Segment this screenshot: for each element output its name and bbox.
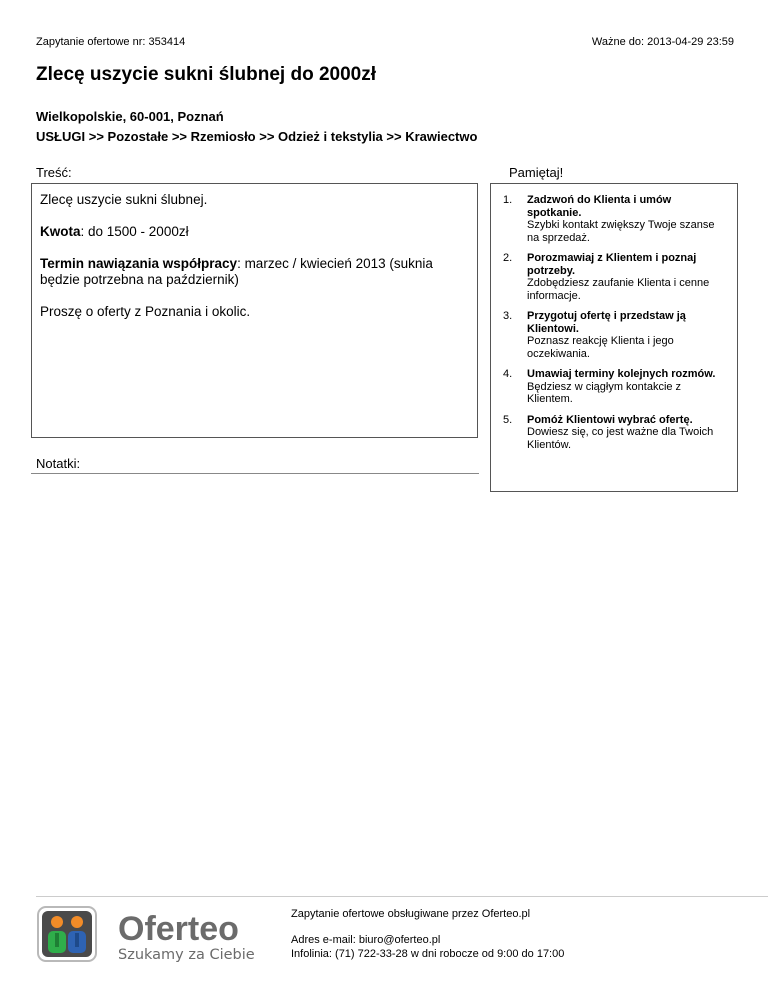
term-value: : marzec / kwiecień 2013 (suknia będzie potrzebna na październik) [40, 256, 433, 287]
tip-item [503, 368, 725, 406]
contact-hotline: Infolinia: (71) 722-33-28 w dni robocze od 9:00 do 17:00 [291, 948, 565, 960]
notes-heading: Notatki: [36, 456, 81, 471]
logo-tagline: Szukamy za Ciebie [118, 947, 255, 963]
tip-description: Poznasz reakcję Klienta i jego oczekiwania. [527, 335, 674, 360]
oferteo-logo [36, 905, 276, 965]
content-term [40, 256, 469, 288]
amount-value: : do 1500 - 2000zł [80, 224, 189, 239]
logo-wordmark: Oferteo [118, 910, 239, 948]
tip-number: 2. [503, 252, 513, 264]
notes-divider [31, 473, 479, 474]
footer-divider [36, 896, 768, 897]
location: Wielkopolskie, 60-001, Poznań [36, 109, 224, 124]
content-closing: Proszę o oferty z Poznania i okolic. [40, 304, 251, 319]
tip-description: Będziesz w ciągłym kontakcie z Klientem. [527, 380, 682, 405]
tip-description: Zdobędziesz zaufanie Klienta i cenne informacje. [527, 277, 710, 302]
tip-title: Pomóż Klientowi wybrać ofertę. [527, 413, 693, 426]
content-intro: Zlecę uszycie sukni ślubnej. [40, 192, 208, 207]
tip-title: Umawiaj terminy kolejnych rozmów. [527, 368, 716, 380]
tip-number: 5. [503, 413, 513, 426]
footer-info [291, 907, 564, 961]
tip-number: 4. [503, 368, 513, 380]
reminder-box [490, 183, 738, 492]
powered-by: Zapytanie ofertowe obsługiwane przez Oferteo.pl [291, 908, 531, 920]
tip-description: Szybki kontakt zwiększy Twoje szanse na sprzedaż. [527, 219, 715, 244]
content-heading: Treść: [36, 165, 72, 180]
tip-item [503, 194, 725, 244]
ref-number: Zapytanie ofertowe nr: 353414 [36, 36, 186, 48]
tip-title: Porozmawiaj z Klientem i poznaj potrzeby. [527, 252, 697, 277]
tip-title: Przygotuj ofertę i przedstaw ją Klientowi. [527, 310, 686, 335]
content-box [31, 183, 478, 438]
category-breadcrumb: USŁUGI >> Pozostałe >> Rzemiosło >> Odzież i tekstylia >> Krawiectwo [36, 129, 478, 144]
valid-until: Ważne do: 2013-04-29 23:59 [591, 36, 734, 48]
tip-item [503, 414, 725, 452]
contact-email: Adres e-mail: biuro@oferteo.pl [291, 934, 441, 946]
tip-description: Dowiesz się, co jest ważne dla Twoich Klientów. [527, 426, 714, 451]
tip-number: 3. [503, 310, 513, 322]
content-amount [40, 224, 469, 240]
tip-title: Zadzwoń do Klienta i umów spotkanie. [527, 194, 672, 219]
reminder-heading: Pamiętaj! [509, 165, 564, 180]
term-label: Termin nawiązania współpracy [40, 256, 238, 271]
amount-label: Kwota [40, 224, 81, 239]
page-title: Zlecę uszycie sukni ślubnej do 2000zł [36, 64, 377, 85]
tip-item [503, 252, 725, 302]
tip-item [503, 310, 725, 360]
tip-number: 1. [503, 194, 513, 206]
